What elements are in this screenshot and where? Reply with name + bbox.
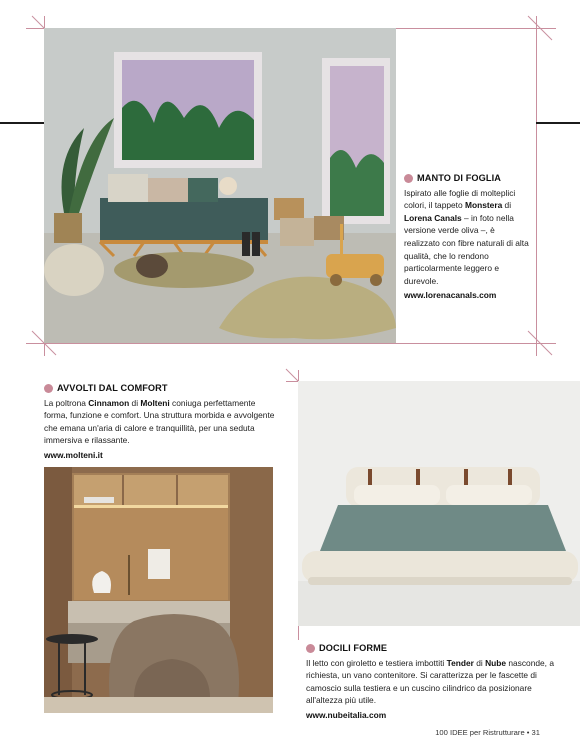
brand-url[interactable]: www.nubeitalia.com xyxy=(306,709,387,720)
brand-url[interactable]: www.lorenacanals.com xyxy=(404,290,497,301)
caption-manto-di-foglia xyxy=(404,172,532,302)
caption-title-text: DOCILI FORME xyxy=(319,643,388,653)
page-folio: 100 IDEE per Ristrutturare • 31 xyxy=(435,728,540,737)
brand-url[interactable]: www.molteni.it xyxy=(44,449,103,460)
caption-text: di xyxy=(473,657,486,668)
caption-title xyxy=(404,172,532,185)
caption-text: di xyxy=(502,200,512,211)
brand-name: Molteni xyxy=(140,397,170,408)
photo-kids-room xyxy=(44,28,396,343)
brand-name: Nube xyxy=(485,657,507,668)
caption-text: coniuga perfettamente forma, funzione e comfort. Una struttura morbida e avvolgente che emana un'aria di calore e tranquillità, per una seduta immersiva e rilassante. xyxy=(44,397,275,446)
caption-avvolti-dal-comfort xyxy=(44,382,280,462)
product-name: Cinnamon xyxy=(88,397,130,408)
bullet-dot-icon xyxy=(44,384,53,393)
caption-body xyxy=(404,187,532,288)
bullet-dot-icon xyxy=(306,644,315,653)
product-name: Monstera xyxy=(465,200,503,211)
caption-title-text: AVVOLTI DAL COMFORT xyxy=(57,383,168,393)
caption-text: nasconde, a richiesta, un vano contenitore. Si caratterizza per le fascette di camoscio sulla testiera e un cuscino cilindrico da posizionare all'altezza più utile. xyxy=(306,657,554,706)
caption-title xyxy=(306,642,560,655)
caption-text: di xyxy=(129,397,141,408)
caption-title-text: MANTO DI FOGLIA xyxy=(417,173,502,183)
bullet-dot-icon xyxy=(404,174,413,183)
photo-bed xyxy=(298,381,580,626)
caption-text: Ispirato alle foglie di molteplici colori, il tappeto xyxy=(404,187,516,211)
product-name: Tender xyxy=(446,657,474,668)
caption-body xyxy=(306,657,560,707)
photo-armchair xyxy=(44,467,273,713)
caption-docili-forme xyxy=(306,642,560,722)
brand-name: Lorena Canals xyxy=(404,212,462,223)
caption-text: – in foto nella versione verde oliva –, è realizzato con fibre naturali di alta qualità, che lo rendono particolarmente leggero e durevole. xyxy=(404,212,529,286)
caption-body xyxy=(44,397,280,447)
caption-text: Il letto con giroletto e testiera imbottiti xyxy=(306,657,447,668)
caption-text: La poltrona xyxy=(44,397,89,408)
caption-title xyxy=(44,382,280,395)
